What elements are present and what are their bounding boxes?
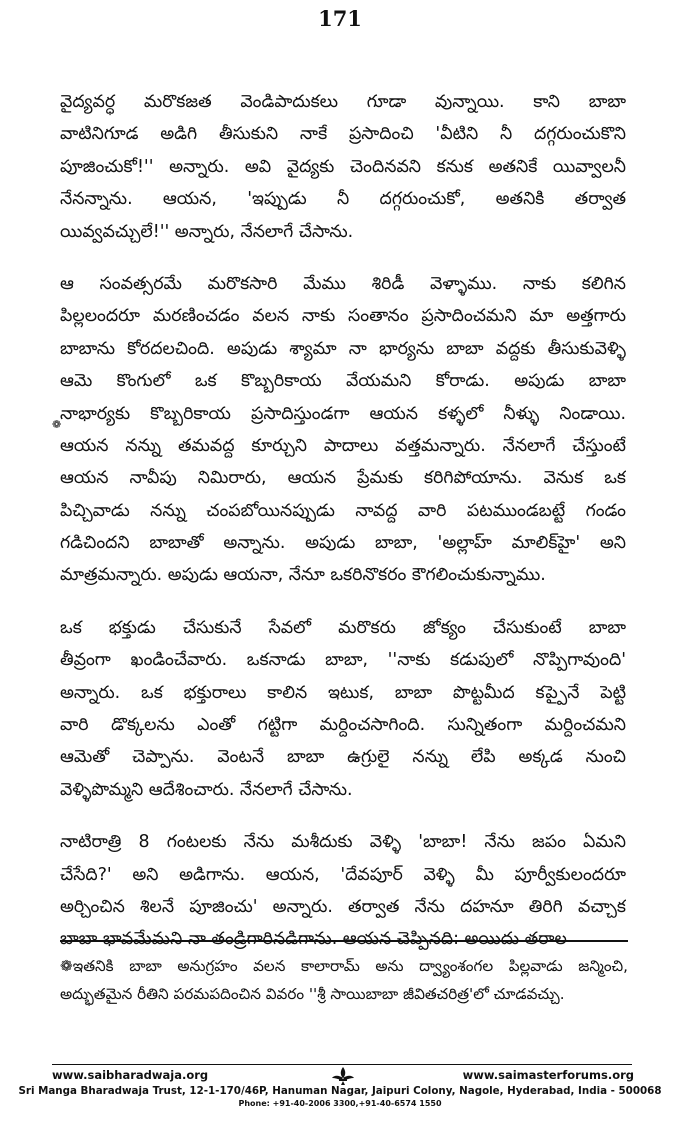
paragraph: [60, 86, 626, 248]
footer-phone: Phone: +91-40-2006 3300,+91-40-6574 1550: [238, 1099, 442, 1108]
footer-trust-address: Sri Manga Bharadwaja Trust, 12-1-170/46P, Hanuman Nagar, Jaipuri Colony, Nagole, Hyderabad, India - 500068: [18, 1085, 662, 1097]
text-line: ఆ సంవత్సరమే మరొకసారి మేము శిరిడీ వెళ్ళాము. నాకు కలిగిన: [60, 273, 626, 294]
footnote-line: ❁ఇతనికి బాబా అనుగ్రహం వలన కాలారామ్ అను ద్వ్యాంశంగల పిల్లవాడు జన్మించి,: [60, 957, 628, 975]
text-line: వాటినిగూడ అడిగి తీసుకుని నాకే ప్రసాదించి 'వీటిని నీ దగ్గరుంచుకొని: [60, 124, 626, 145]
text-line: యివ్వవచ్చులే!'' అన్నారు, నేనలాగే చేసాను.: [60, 221, 354, 242]
text-line: ఒక భక్తుడు చేసుకునే సేవలో మరొకరు జోక్యం చేసుకుంటే బాబా: [60, 617, 626, 638]
text-line: పిచ్చివాడు నన్ను చంపబోయినప్పుడు నావద్ద వారి పటముండబట్టే గండం: [60, 500, 626, 521]
text-line: వెళ్ళిపొమ్మని ఆదేశించారు. నేనలాగే చేసాను.: [60, 779, 353, 800]
text-line: ఆయన నన్ను తమవద్ద కూర్చుని పాదాలు వత్తమన్నారు. నేనలాగే చేస్తుంటే: [60, 435, 626, 456]
text-line: చేసేది?' అని అడిగాను. ఆయన, 'దేవపూర్ వెళ్ళి మీ పూర్వీకులందరూ: [60, 864, 626, 885]
paragraph: [60, 826, 626, 956]
text-line: అన్నారు. ఒక భక్తురాలు కాలిన ఇటుక, బాబా పొట్టమీద కప్పైనే పెట్టి: [60, 682, 626, 703]
text-line: ఆమె కొంగులో ఒక కొబ్బరికాయ వేయమని కోరాడు. అపుడు బాబా: [60, 371, 626, 392]
text-line: తీవ్రంగా ఖండించేవారు. ఒకనాడు బాబా, ''నాకు కడుపులో నొప్పిగావుంది': [60, 650, 626, 671]
text-line: వైద్యవర్ధ మరొకజత వెండిపాదుకలు గూడా వున్నాయి. కాని బాబా: [60, 92, 626, 112]
text-line: మాత్రమన్నారు. అపుడు ఆయనా, నేనూ ఒకరినొకరం కౌగలించుకున్నాము.: [60, 565, 546, 586]
footnote-rule: [60, 940, 628, 942]
text-line: ఆయన నావీపు నిమిరారు, ఆయన ప్రేమకు కరిగిపోయాను. వెనుక ఒక: [60, 468, 626, 489]
text-line: నేనన్నాను. ఆయన, 'ఇప్పుడు నీ దగ్గరుంచుకో, అతనికి తర్వాత: [60, 189, 626, 210]
text-line: నాభార్యకు కొబ్బరికాయ ప్రసాదిస్తుండగా ఆయన కళ్ళలో నీళ్ళు నిండాయి.: [60, 403, 626, 424]
page-number: 171: [318, 6, 362, 31]
footnote-line: అద్భుతమైన రీతిని పరమపదించిన వివరం ''శ్రీ సాయిబాబా జీవితచరిత్ర'లో చూడవచ్చు.: [60, 985, 565, 1003]
text-line: బాబా భావమేమని నా తండ్రిగారినడిగాను. ఆయన చెప్పినది: అయిదు తరాల: [60, 929, 567, 950]
text-line: బాబాను కోరదలచింది. అపుడు శ్యామా నా భార్యను బాబా వద్దకు తీసుకువెళ్ళి: [60, 338, 626, 359]
text-line: నాటిరాత్రి 8 గంటలకు నేను మశీదుకు వెళ్ళి 'బాబా! నేను జపం ఏమని: [60, 832, 626, 853]
fleur-emblem-icon: [331, 1066, 355, 1086]
text-line: పూజించుకో!'' అన్నారు. అవి వైద్యకు చెందినవని కనుక అతనికే యివ్వాలనీ: [60, 156, 626, 177]
text-line: ఆమెతో చెప్పాను. వెంటనే బాబా ఉగ్రులై నన్ను లేపి అక్కడ నుంచి: [60, 747, 626, 768]
paragraph: [60, 612, 626, 806]
text-line: గడిచిందని బాబాతో అన్నాను. అపుడు బాబా, 'అల్లాహ్ మాలిక్‌హై' అని: [60, 533, 626, 554]
footnote: [60, 952, 628, 1008]
text-line: అర్చించిన శిలనే పూజించు' అన్నారు. తర్వాత నేను దహనూ తిరిగి వచ్చాక: [60, 896, 626, 917]
text-line: పిల్లలందరూ మరణించడం వలన నాకు సంతానం ప్రసాదించమని మా అత్తగారు: [60, 306, 626, 327]
text-line: వారి డొక్కలను ఎంతో గట్టిగా మర్దించసాగింది. సున్నితంగా మర్దించమని: [60, 715, 626, 736]
body-text: [60, 86, 626, 956]
footer-rule: [52, 1064, 632, 1065]
footer-site-left[interactable]: www.saibharadwaja.org: [52, 1068, 209, 1082]
paragraph: [60, 268, 626, 592]
footnote-marker: ❁: [52, 418, 62, 431]
footer-site-right[interactable]: www.saimasterforums.org: [462, 1068, 634, 1082]
